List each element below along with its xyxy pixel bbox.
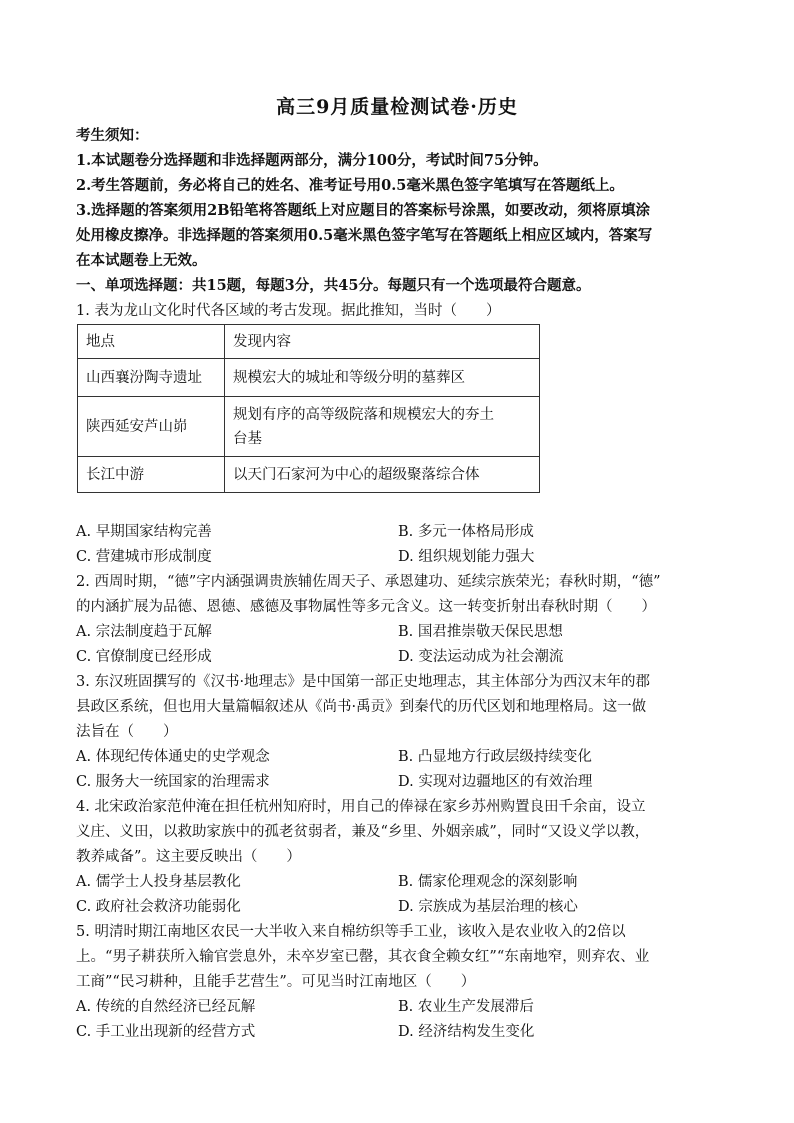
option-b: B. 凸显地方行政层级持续变化: [398, 749, 592, 765]
question-stem: 1. 表为龙山文化时代各区域的考古发现。据此推知，当时（ ）: [76, 303, 501, 319]
table-row: [78, 397, 540, 457]
table-header-row: [78, 325, 540, 359]
table-row: [78, 359, 540, 397]
notice-heading: 考生须知：: [76, 127, 149, 144]
question-stem: 3. 东汉班固撰写的《汉书·地理志》是中国第一部正史地理志，其主体部分为西汉末年的郡: [76, 674, 651, 690]
option-c: C. 政府社会救济功能弱化: [76, 899, 241, 915]
question-stem: 法旨在（ ）: [76, 724, 178, 740]
option-a: A. 传统的自然经济已经瓦解: [76, 999, 256, 1015]
archaeology-table: [77, 324, 540, 493]
table-row: [78, 457, 540, 493]
notice-item: 1.本试题卷分选择题和非选择题两部分，满分100分，考试时间75分钟。: [76, 152, 548, 169]
option-c: C. 营建城市形成制度: [76, 549, 212, 565]
notice-item: 3.选择题的答案须用2B铅笔将答题纸上对应题目的答案标号涂黑，如要改动，须将原填涂: [76, 202, 650, 219]
option-a: A. 宗法制度趋于瓦解: [76, 624, 212, 640]
notice-item: 2.考生答题前，务必将自己的姓名、准考证号用0.5毫米黑色签字笔填写在答题纸上。: [76, 177, 624, 194]
page-title: 高三9月质量检测试卷·历史: [276, 96, 518, 118]
option-b: B. 农业生产发展滞后: [398, 999, 534, 1015]
question-stem: 4. 北宋政治家范仲淹在担任杭州知府时，用自己的俸禄在家乡苏州购置良田千余亩，设立: [76, 799, 646, 815]
table-cell: 陕西延安芦山峁: [78, 397, 225, 457]
question-stem: 2. 西周时期，“德”字内涵强调贵族辅佐周天子、承恩建功、延续宗族荣光；春秋时期，“德”: [76, 574, 661, 590]
table-cell: 以天门石家河为中心的超级聚落综合体: [225, 457, 540, 493]
option-c: C. 官僚制度已经形成: [76, 649, 212, 665]
option-d: D. 宗族成为基层治理的核心: [398, 899, 578, 915]
option-a: A. 体现纪传体通史的史学观念: [76, 749, 270, 765]
option-d: D. 实现对边疆地区的有效治理: [398, 774, 593, 790]
question-stem: 的内涵扩展为品德、恩德、感德及事物属性等多元含义。这一转变折射出春秋时期（ ）: [76, 599, 656, 615]
option-d: D. 变法运动成为社会潮流: [398, 649, 564, 665]
table-cell: 山西襄汾陶寺遗址: [78, 359, 225, 397]
question-stem: 上。“男子耕获所入输官尝息外，未卒岁室已罄，其衣食全赖女红”“东南地窄，则弃农、业: [76, 949, 650, 965]
table-cell: 规模宏大的城址和等级分明的墓葬区: [225, 359, 540, 397]
table-cell: [225, 397, 540, 457]
option-d: D. 经济结构发生变化: [398, 1024, 535, 1040]
option-d: D. 组织规划能力强大: [398, 549, 535, 565]
question-stem: 教养咸备”。这主要反映出（ ）: [76, 849, 301, 865]
option-a: A. 早期国家结构完善: [76, 524, 212, 540]
option-b: B. 国君推崇敬天保民思想: [398, 624, 563, 640]
option-b: B. 多元一体格局形成: [398, 524, 534, 540]
table-cell: 长江中游: [78, 457, 225, 493]
table-header: 地点: [78, 325, 225, 359]
question-stem: 工商”“民习耕种，且能手艺营生”。可见当时江南地区（ ）: [76, 974, 476, 990]
question-stem: 县政区系统，但也用大量篇幅叙述从《尚书·禹贡》到秦代的历代区划和地理格局。这一做: [76, 699, 647, 715]
question-stem: 5. 明清时期江南地区农民一大半收入来自棉纺织等手工业，该收入是农业收入的2倍以: [76, 924, 626, 940]
notice-item: 在本试题卷上无效。: [76, 252, 207, 269]
table-cell-line: 台基: [233, 430, 262, 447]
option-c: C. 服务大一统国家的治理需求: [76, 774, 270, 790]
option-a: A. 儒学士人投身基层教化: [76, 874, 241, 890]
section-heading: 一、单项选择题：共15题，每题3分，共45分。每题只有一个选项最符合题意。: [76, 277, 591, 294]
option-b: B. 儒家伦理观念的深刻影响: [398, 874, 578, 890]
table-header: 发现内容: [225, 325, 540, 359]
option-c: C. 手工业出现新的经营方式: [76, 1024, 256, 1040]
table-cell-line: 规划有序的高等级院落和规模宏大的夯土: [233, 406, 494, 423]
question-stem: 义庄、义田，以救助家族中的孤老贫弱者，兼及“乡里、外姻亲戚”，同时“又设义学以教，: [76, 824, 650, 840]
notice-item: 处用橡皮擦净。非选择题的答案须用0.5毫米黑色签字笔写在答题纸上相应区域内，答案写: [76, 227, 653, 244]
